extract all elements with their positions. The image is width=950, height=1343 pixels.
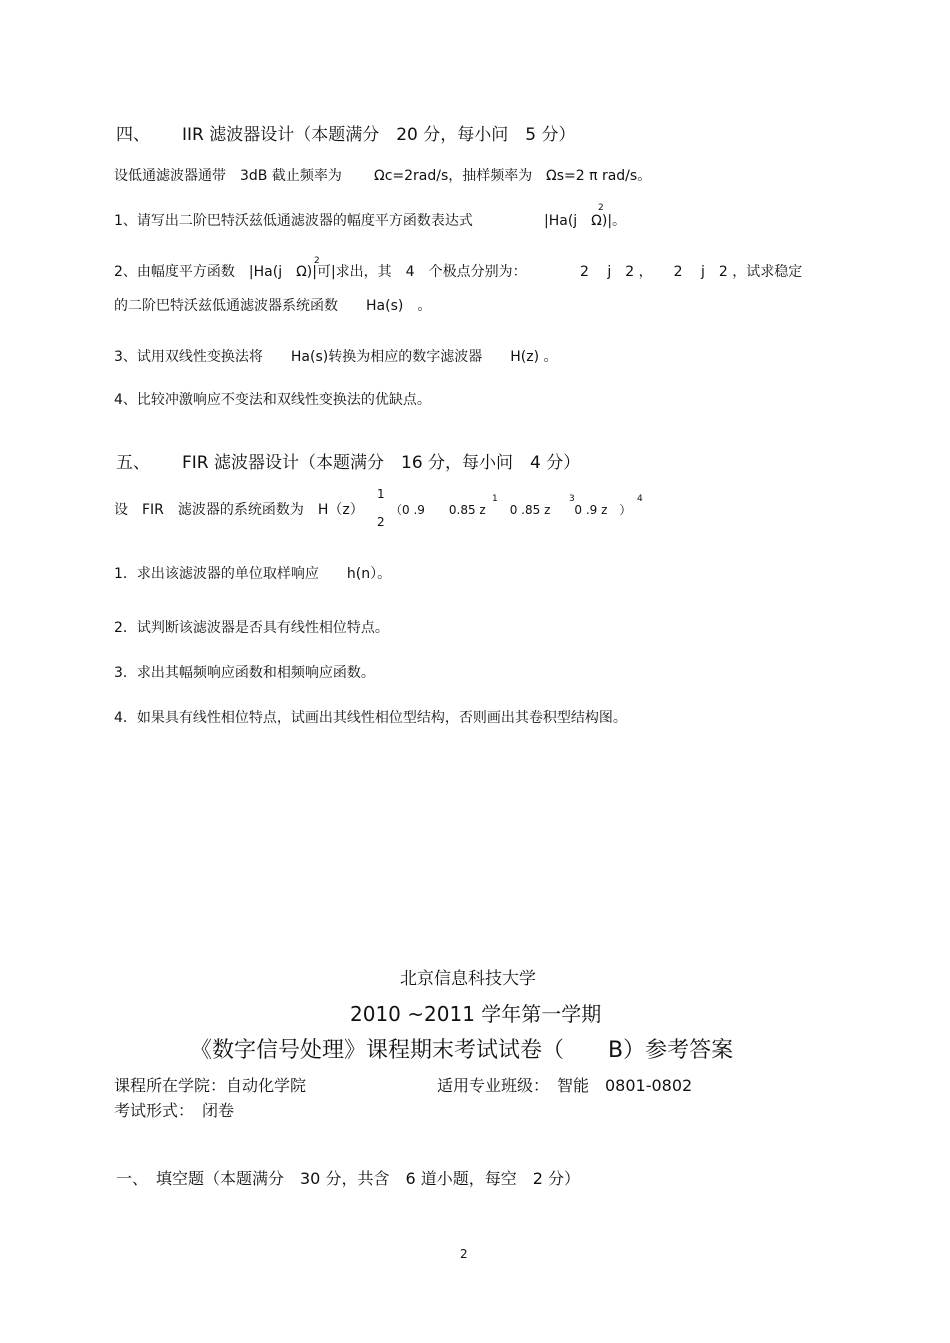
university-name: 北京信息科技大学 bbox=[400, 969, 536, 989]
section4-intro: 设低通滤波器通带 3dB 截止频率为 bbox=[114, 168, 342, 184]
academic-term: 2010 ~2011 学年第一学期 bbox=[350, 1002, 602, 1026]
section5-q3: 3．求出其幅频响应函数和相频响应函数。 bbox=[114, 665, 375, 681]
section4-q2-line2: 的二阶巴特沃兹低通滤波器系统函数 Ha(s) 。 bbox=[114, 298, 432, 314]
section5-q2: 2．试判断该滤波器是否具有线性相位特点。 bbox=[114, 620, 389, 636]
section4-q4: 4、比较冲激响应不变法和双线性变换法的优缺点。 bbox=[114, 392, 431, 408]
page-number: 2 bbox=[460, 1247, 468, 1261]
section4-q1-text: 1、请写出二阶巴特沃兹低通滤波器的幅度平方函数表达式 bbox=[114, 213, 473, 229]
section5-system-expression: （0 .9 0.85 z 0 .85 z 0 .9 z ） bbox=[390, 503, 632, 517]
section4-q1-expression: |Ha(j Ω)|。 bbox=[544, 213, 627, 229]
applicable-major: 适用专业班级： 智能 0801-0802 bbox=[437, 1076, 693, 1095]
course-college: 课程所在学院：自动化学院 bbox=[114, 1076, 307, 1095]
section5-number: 五、 bbox=[116, 453, 150, 473]
section4-q3: 3、试用双线性变换法将 Ha(s)转换为相应的数字滤波器 H(z) 。 bbox=[114, 349, 558, 365]
fraction-denominator: 2 bbox=[377, 515, 385, 529]
section4-q1-superscript: 2 bbox=[598, 203, 604, 213]
section4-number: 四、 bbox=[116, 125, 150, 145]
exponent-4: 4 bbox=[637, 494, 643, 504]
section5-q4: 4．如果具有线性相位特点，试画出其线性相位型结构，否则画出其卷积型结构图。 bbox=[114, 710, 627, 726]
section5-system-prefix: 设 FIR 滤波器的系统函数为 H（z） bbox=[114, 502, 364, 518]
exam-form: 考试形式： 闭卷 bbox=[114, 1101, 235, 1120]
section5-q1: 1．求出该滤波器的单位取样响应 h(n）。 bbox=[114, 566, 392, 582]
section4-q2-superscript: 2 bbox=[314, 256, 320, 266]
section4-heading: IIR 滤波器设计（本题满分 20 分，每小问 5 分） bbox=[182, 125, 576, 145]
cutoff-frequency: Ωc=2rad/s，抽样频率为 bbox=[374, 168, 533, 184]
fraction-numerator: 1 bbox=[377, 487, 385, 501]
exponent-3: 3 bbox=[569, 494, 575, 504]
section1-heading: 一、 填空题（本题满分 30 分，共含 6 道小题，每空 2 分） bbox=[116, 1169, 580, 1188]
section4-q2-poles: 2 j 2 ， 2 j 2 ，试求稳定 bbox=[580, 264, 803, 280]
exam-title: 《数字信号处理》课程期末考试试卷（ B）参考答案 bbox=[190, 1038, 734, 1063]
section5-heading: FIR 滤波器设计（本题满分 16 分，每小问 4 分） bbox=[182, 453, 581, 473]
exponent-1: 1 bbox=[492, 494, 498, 504]
section4-q2-text: 2、由幅度平方函数 |Ha(j Ω)|可|求出，其 4 个极点分别为： bbox=[114, 264, 527, 280]
sampling-frequency: Ωs=2 π rad/s。 bbox=[546, 168, 652, 184]
